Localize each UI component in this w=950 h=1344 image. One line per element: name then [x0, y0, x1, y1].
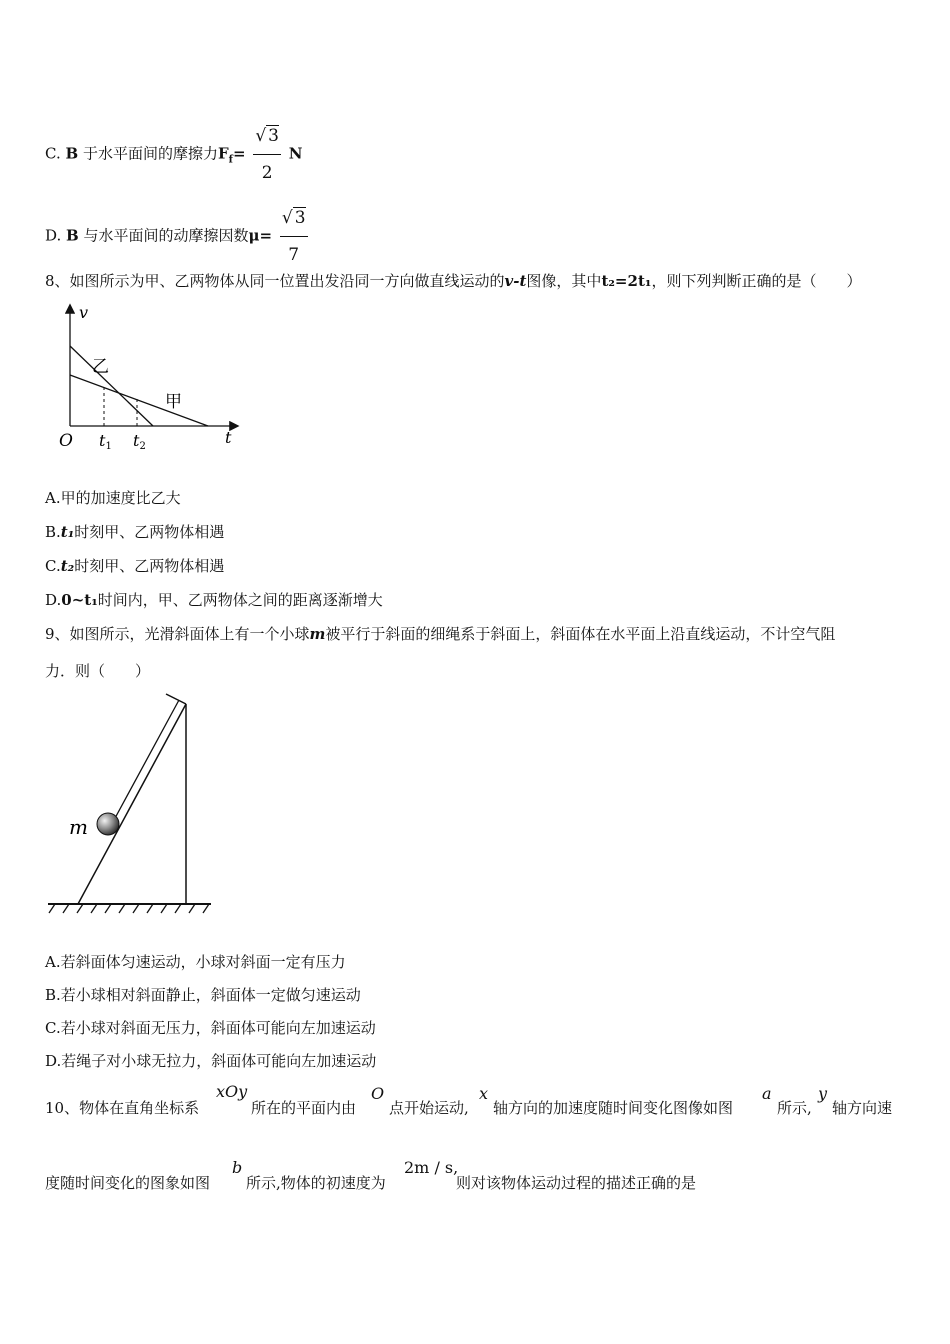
- sqrt-symbol: √ 3: [255, 126, 279, 146]
- q10-text-1: 10、物体在直角坐标系: [45, 1099, 200, 1117]
- option-var: 0~t₁: [61, 591, 98, 609]
- v-label: v: [79, 303, 89, 322]
- option-prefix: D.: [45, 226, 62, 245]
- mu-symbol: μ: [248, 226, 260, 245]
- option-text: 若小球对斜面无压力，斜面体可能向左加速运动: [60, 1019, 376, 1037]
- q9-option-d: [45, 1050, 376, 1071]
- unit-newton: N: [288, 144, 303, 163]
- denominator: 2: [261, 163, 273, 183]
- option-text: 与水平面间的动摩擦因数: [83, 226, 249, 245]
- ball: [97, 813, 119, 835]
- q7-option-c: [45, 118, 302, 191]
- yi-label: 乙: [92, 357, 109, 377]
- denominator: 7: [288, 245, 300, 265]
- q8-option-b: [45, 521, 224, 542]
- q8-option-c: [45, 555, 224, 576]
- q10-text-6: 轴方向速: [832, 1099, 893, 1117]
- q9-incline-figure: [45, 688, 220, 918]
- q10-initial-velocity: 2m / s,: [404, 1158, 459, 1177]
- option-prefix: B.: [45, 523, 61, 541]
- q7-option-d: [45, 200, 311, 273]
- q10-a-symbol: a: [762, 1084, 772, 1103]
- option-prefix: D.: [45, 1052, 62, 1070]
- force-subscript: f: [228, 154, 233, 166]
- subject-b: B: [65, 144, 79, 163]
- radicand: 3: [294, 208, 306, 228]
- option-text: 若斜面体匀速运动，小球对斜面一定有压力: [60, 953, 346, 971]
- equals-sign: =: [232, 144, 246, 163]
- option-var: t₁: [60, 523, 75, 541]
- option-prefix: A.: [45, 489, 61, 507]
- option-text: 时间内，甲、乙两物体之间的距离逐渐增大: [97, 591, 383, 609]
- equals-sign: =: [259, 226, 273, 245]
- origin-label: O: [59, 431, 73, 451]
- q9-stem-part-c: 力．则（ ）: [45, 662, 151, 680]
- q9-m-symbol: m: [309, 625, 326, 643]
- q10-text-2: 所在的平面内由: [251, 1099, 357, 1117]
- q9-option-c: [45, 1017, 376, 1038]
- option-prefix: A.: [45, 953, 61, 971]
- option-text: 时刻甲、乙两物体相遇: [74, 523, 225, 541]
- t2-label: t2: [133, 431, 146, 452]
- option-prefix: C.: [45, 557, 61, 575]
- q10-text-3: 点开始运动,: [389, 1099, 469, 1117]
- fraction-root3-over-7: [280, 200, 308, 273]
- line-jia: [70, 375, 208, 426]
- subject-b: B: [66, 226, 79, 245]
- q8-stem-part-c: ，则下列判断正确的是（ ）: [651, 272, 862, 290]
- q10-y-symbol: y: [818, 1084, 828, 1103]
- fraction-root3-over-2: [253, 118, 281, 191]
- q10-text-5: 所示,: [777, 1099, 812, 1117]
- q9-stem-part-b: 被平行于斜面的细绳系于斜面上，斜面体在水平面上沿直线运动，不计空气阻: [325, 625, 836, 643]
- option-text: 若绳子对小球无拉力，斜面体可能向左加速运动: [61, 1052, 377, 1070]
- q9-stem-line1: [45, 623, 835, 644]
- q9-stem-line2: [45, 660, 150, 681]
- t1-label: t1: [99, 431, 112, 452]
- q8-stem-part-b: 图像，其中: [526, 272, 602, 290]
- q8-vt-figure: [55, 300, 255, 460]
- q10-text-4: 轴方向的加速度随时间变化图像如图: [493, 1099, 734, 1117]
- q10-o-symbol: O: [371, 1084, 385, 1103]
- ground-hatch: [49, 904, 209, 913]
- q8-option-d: [45, 589, 383, 610]
- radicand: 3: [268, 126, 279, 146]
- incline-surface: [78, 704, 186, 904]
- q10-text-9: 则对该物体运动过程的描述正确的是: [456, 1174, 697, 1192]
- t-label: t: [225, 428, 232, 447]
- option-text: 甲的加速度比乙大: [60, 489, 181, 507]
- q8-stem-part-a: 8、如图所示为甲、乙两物体从同一位置出发沿同一方向做直线运动的: [45, 272, 505, 290]
- rope: [114, 700, 179, 820]
- q9-option-b: [45, 984, 361, 1005]
- incline-top-cap: [166, 694, 186, 704]
- q10-b-symbol: b: [232, 1158, 243, 1177]
- option-text: 时刻甲、乙两物体相遇: [74, 557, 225, 575]
- q8-condition: t₂=2t₁: [601, 272, 652, 290]
- ball-m-label: m: [69, 815, 88, 839]
- option-prefix: B.: [45, 986, 61, 1004]
- q8-stem: [45, 270, 861, 291]
- q8-option-a: [45, 487, 181, 508]
- line-yi: [70, 346, 153, 426]
- q9-option-a: [45, 951, 346, 972]
- option-prefix: C.: [45, 144, 61, 163]
- option-text: 若小球相对斜面静止，斜面体一定做匀速运动: [60, 986, 361, 1004]
- q10-x-symbol: x: [479, 1084, 489, 1103]
- q9-stem-part-a: 9、如图所示，光滑斜面体上有一个小球: [45, 625, 310, 643]
- option-prefix: D.: [45, 591, 62, 609]
- option-var: t₂: [60, 557, 75, 575]
- q10-xoy-symbol: xOy: [216, 1082, 248, 1101]
- q10-text-8: 所示,物体的初速度为: [246, 1174, 386, 1192]
- q8-vt-label: v-t: [504, 272, 527, 290]
- jia-label: 甲: [165, 392, 182, 412]
- option-prefix: C.: [45, 1019, 61, 1037]
- force-symbol: F: [217, 144, 229, 163]
- option-text: 于水平面间的摩擦力: [82, 144, 218, 163]
- sqrt-symbol: √ 3: [281, 208, 306, 228]
- q10-text-7: 度随时间变化的图象如图: [45, 1174, 211, 1192]
